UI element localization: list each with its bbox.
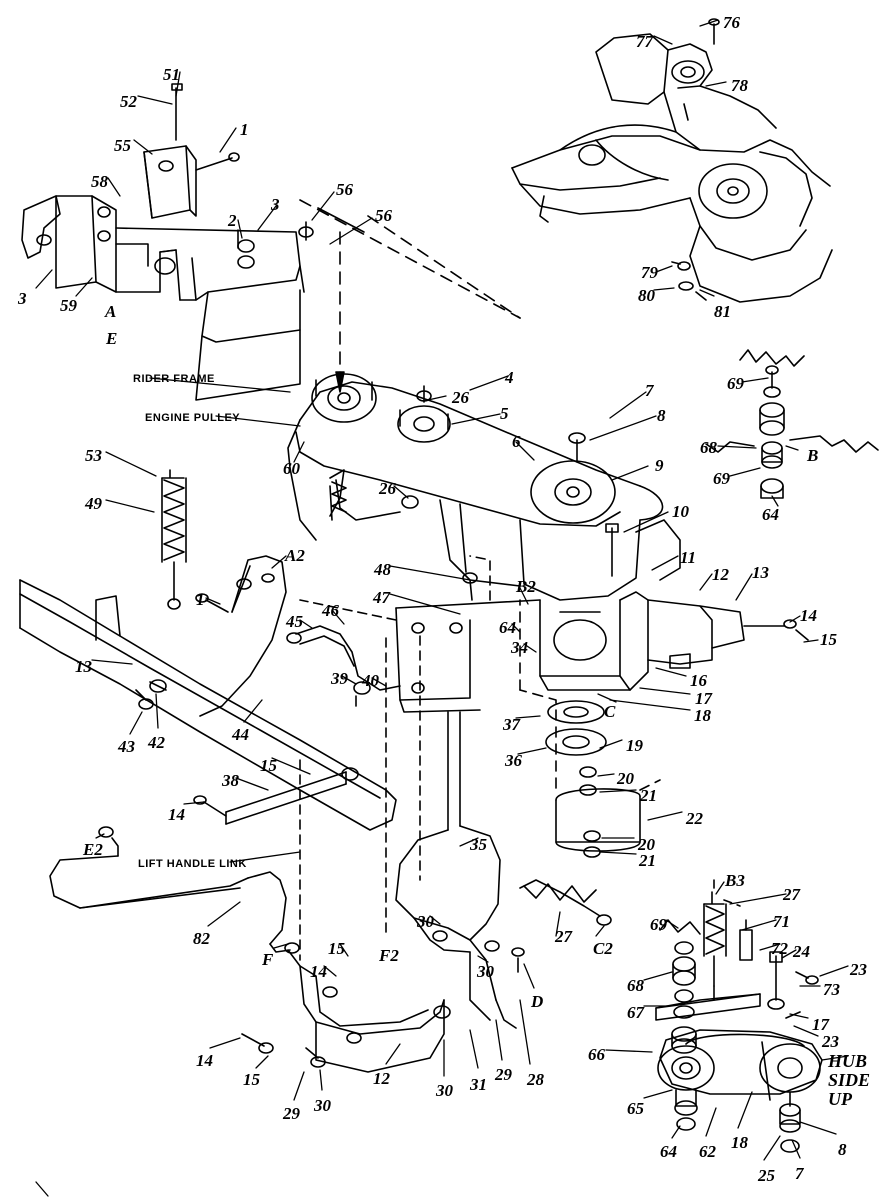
callout-49: 49 (85, 494, 102, 513)
callout-80: 80 (638, 286, 655, 305)
callout-35: 35 (470, 835, 487, 854)
hub-note-line-1: HUB (828, 1051, 868, 1071)
callout-20b: 20 (638, 835, 655, 854)
callout-55: 55 (114, 136, 131, 155)
callout-56: 56 (336, 180, 353, 199)
callout-F2: F2 (379, 946, 399, 965)
callout-21b: 21 (639, 851, 656, 870)
callout-1: 1 (240, 120, 249, 139)
callout-8: 8 (657, 406, 666, 425)
callout-27b: 27 (783, 885, 800, 904)
caption-lift-handle-link: LIFT HANDLE LINK (138, 858, 247, 870)
callout-29b: 29 (495, 1065, 512, 1084)
callout-31: 31 (470, 1075, 487, 1094)
callout-68: 68 (700, 438, 717, 457)
callout-B2: B2 (516, 577, 536, 596)
callout-64: 64 (762, 505, 779, 524)
callout-53: 53 (85, 446, 102, 465)
callout-7b: 7 (795, 1164, 804, 1183)
callout-13b: 13 (75, 657, 92, 676)
callout-17: 17 (695, 689, 712, 708)
callout-20: 20 (617, 769, 634, 788)
callout-2: 2 (228, 211, 237, 230)
callout-26b: 26 (379, 479, 396, 498)
callout-5: 5 (500, 404, 509, 423)
callout-28: 28 (527, 1070, 544, 1089)
callout-69b: 69 (713, 469, 730, 488)
callout-21: 21 (640, 786, 657, 805)
callout-81: 81 (714, 302, 731, 321)
callout-59: 59 (60, 296, 77, 315)
top-right-subassembly (512, 19, 832, 305)
callout-14: 14 (800, 606, 817, 625)
callout-36: 36 (505, 751, 522, 770)
callout-27: 27 (555, 927, 572, 946)
callout-39: 39 (331, 669, 348, 688)
callout-76: 76 (723, 13, 740, 32)
callout-40: 40 (362, 671, 379, 690)
callout-4: 4 (505, 368, 514, 387)
callout-E2: E2 (83, 840, 103, 859)
caption-engine-pulley: ENGINE PULLEY (145, 412, 241, 424)
callout-64c: 64 (660, 1142, 677, 1161)
callout-69: 69 (727, 374, 744, 393)
callout-C: C (604, 702, 616, 721)
callout-1b: 1 (196, 590, 205, 609)
callout-44: 44 (232, 725, 249, 744)
callout-78: 78 (731, 76, 748, 95)
callout-6: 6 (512, 432, 521, 451)
callout-26: 26 (452, 388, 469, 407)
callout-E: E (106, 329, 118, 348)
callout-68b: 68 (627, 976, 644, 995)
leader-lines (36, 20, 848, 1196)
callout-30b: 30 (477, 962, 494, 981)
callout-25: 25 (758, 1166, 775, 1185)
callout-15c: 15 (328, 939, 345, 958)
callout-14c: 14 (310, 962, 327, 981)
callout-66: 66 (588, 1045, 605, 1064)
callout-38: 38 (222, 771, 239, 790)
callout-60: 60 (283, 459, 300, 478)
callout-34: 34 (511, 638, 528, 657)
callout-73: 73 (823, 980, 840, 999)
callout-10: 10 (672, 502, 689, 521)
callout-72: 72 (771, 939, 788, 958)
callout-46: 46 (322, 601, 339, 620)
callout-77: 77 (636, 32, 653, 51)
callout-11: 11 (680, 548, 697, 567)
callout-37: 37 (503, 715, 520, 734)
callout-17b: 17 (812, 1015, 829, 1034)
callout-12: 12 (712, 565, 729, 584)
callout-19: 19 (626, 736, 643, 755)
callout-56b: 56 (375, 206, 392, 225)
callout-3b: 3 (18, 289, 27, 308)
callout-14b: 14 (168, 805, 185, 824)
callout-30c: 30 (314, 1096, 331, 1115)
callout-13: 13 (752, 563, 769, 582)
callout-79: 79 (641, 263, 658, 282)
callout-52: 52 (120, 92, 137, 111)
callout-30: 30 (417, 912, 434, 931)
callout-7: 7 (645, 381, 654, 400)
callout-14d: 14 (196, 1051, 213, 1070)
callout-18: 18 (694, 706, 711, 725)
callout-58: 58 (91, 172, 108, 191)
callout-B3: B3 (725, 871, 745, 890)
hub-note-line-3: UP (828, 1088, 852, 1109)
lift-handle-linkage (20, 556, 450, 1072)
callout-D: D (531, 992, 544, 1011)
callout-30d: 30 (436, 1081, 453, 1100)
callout-12b: 12 (373, 1069, 390, 1088)
callout-42: 42 (148, 733, 165, 752)
callout-15d: 15 (243, 1070, 260, 1089)
callout-18b: 18 (731, 1133, 748, 1152)
callout-22: 22 (686, 809, 703, 828)
callout-15: 15 (820, 630, 837, 649)
rider-frame-assembly (22, 84, 520, 400)
callout-C2: C2 (593, 939, 613, 958)
callout-62: 62 (699, 1142, 716, 1161)
callout-A2: A2 (285, 546, 305, 565)
hub-note-line-2: SIDE (828, 1069, 871, 1090)
callout-69c: 69 (650, 915, 667, 934)
callout-65: 65 (627, 1099, 644, 1118)
callout-43: 43 (118, 737, 135, 756)
callout-64b: 64 (499, 618, 516, 637)
callout-47: 47 (373, 588, 390, 607)
callout-48: 48 (374, 560, 391, 579)
callout-71: 71 (773, 912, 790, 931)
callout-82: 82 (193, 929, 210, 948)
callout-45: 45 (286, 612, 303, 631)
callout-23b: 23 (822, 1032, 839, 1051)
callout-F: F (262, 950, 274, 969)
callout-A: A (105, 302, 117, 321)
callout-3: 3 (271, 195, 280, 214)
callout-23: 23 (850, 960, 867, 979)
hub-side-up-note (828, 1052, 870, 1109)
caption-rider-frame: RIDER FRAME (133, 373, 215, 385)
callout-15b: 15 (260, 756, 277, 775)
callout-67: 67 (627, 1003, 644, 1022)
callout-8b: 8 (838, 1140, 847, 1159)
callout-9: 9 (655, 456, 664, 475)
callout-24: 24 (793, 942, 810, 961)
callout-29: 29 (283, 1104, 300, 1123)
callout-16: 16 (690, 671, 707, 690)
callout-B: B (807, 446, 819, 465)
callout-51: 51 (163, 65, 180, 84)
